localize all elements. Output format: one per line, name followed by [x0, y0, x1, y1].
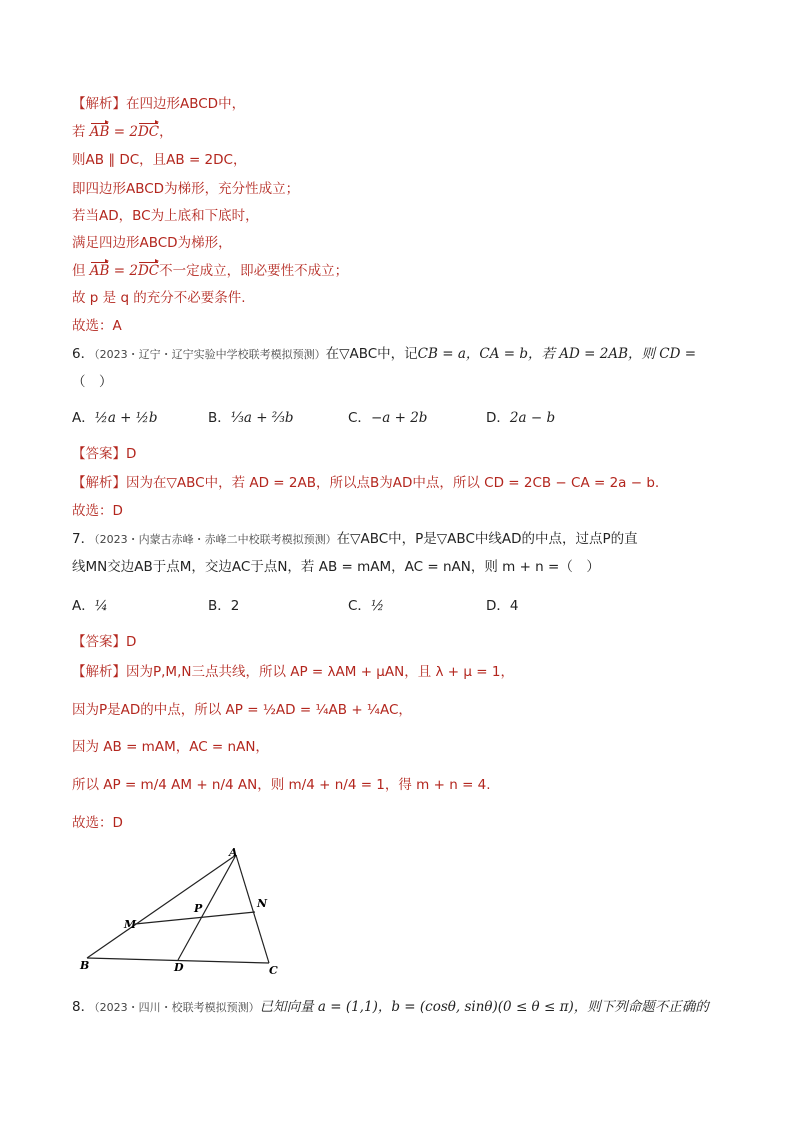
label-d: D — [174, 961, 184, 974]
q7-stem-line2: 线MN交边AB于点M，交边AC于点N，若 AB = mAM，AC = nAN，则 m + n =（ ） — [72, 559, 600, 575]
q6-choose: 故选：D — [72, 503, 123, 519]
q7-solution-line2: 因为P是AD的中点，所以 AP = ½AD = ¼AB + ¼AC， — [72, 702, 412, 718]
label-c: C — [269, 964, 278, 977]
q6-option-a: A．½a + ½b — [72, 410, 158, 426]
sol5-line2: 若 AB = 2DC， — [72, 124, 173, 140]
sol5-line8: 故 p 是 q 的充分不必要条件. — [72, 290, 246, 306]
sol5-line7: 但 AB = 2DC不一定成立，即必要性不成立； — [72, 263, 349, 279]
q7-choose: 故选：D — [72, 815, 123, 831]
q8-stem: 8．（2023・四川・校联考模拟预测）已知向量 a = (1,1)，b = (cosθ, sinθ)(0 ≤ θ ≤ π)，则下列命题不正确的 — [72, 999, 709, 1015]
q7-source: （2023・内蒙古赤峰・赤峰二中校联考模拟预测） — [94, 533, 337, 546]
sol5-line4: 即四边形ABCD为梯形，充分性成立； — [72, 181, 300, 197]
q7-option-a: A．¼ — [72, 598, 108, 614]
q6-option-d: D．2a − b — [486, 410, 556, 426]
q6-solution: 【解析】因为在▽ABC中，若 AD = 2AB，所以点B为AD中点，所以 CD = 2CB − CA = 2a − b. — [72, 475, 660, 491]
q6-source: （2023・辽宁・辽宁实验中学校联考模拟预测） — [94, 348, 326, 361]
sol5-line1: 【解析】在四边形ABCD中， — [72, 96, 246, 112]
q7-answer: 【答案】D — [72, 634, 137, 650]
q6-option-c: C．−a + 2b — [348, 410, 428, 426]
q7-option-c: C．½ — [348, 598, 385, 614]
label-b: B — [80, 959, 90, 972]
label-a: A — [229, 846, 238, 859]
q6-answer: 【答案】D — [72, 446, 137, 462]
label-p: P — [194, 902, 203, 915]
q6-paren: （ ） — [72, 374, 113, 390]
sol5-line5: 若当AD，BC为上底和下底时， — [72, 208, 259, 224]
q6-option-b: B．⅓a + ⅔b — [208, 410, 294, 426]
q7-option-b: B．2 — [208, 598, 240, 614]
sol5-line3: 则AB ∥ DC，且AB = 2DC， — [72, 152, 247, 168]
sol5-line6: 满足四边形ABCD为梯形， — [72, 235, 232, 251]
label-n: N — [257, 897, 268, 910]
q7-solution-line1: 【解析】因为P,M,N三点共线，所以 AP = λAM + μAN，且 λ + μ = 1， — [72, 664, 514, 680]
q7-option-d: D．4 — [486, 598, 519, 614]
q7-stem-line1: 7．（2023・内蒙古赤峰・赤峰二中校联考模拟预测）在▽ABC中，P是▽ABC中线AD的中点，过点P的直 — [72, 531, 638, 547]
solution-tag: 【解析】 — [72, 96, 126, 112]
q7-solution-line3: 因为 AB = mAM，AC = nAN， — [72, 739, 269, 755]
q8-source: （2023・四川・校联考模拟预测） — [94, 1001, 260, 1014]
q7-solution-line4: 所以 AP = m/4 AM + n/4 AN，则 m/4 + n/4 = 1，得 m + n = 4. — [72, 777, 491, 793]
segment-ab — [87, 855, 236, 958]
median-ad — [178, 855, 236, 960]
q6-stem-line1: 6．（2023・辽宁・辽宁实验中学校联考模拟预测）在▽ABC中，记CB = a，CA = b，若 AD = 2AB，则 CD = — [72, 346, 697, 362]
sol5-choose: 故选：A — [72, 318, 122, 334]
triangle-figure — [72, 845, 292, 980]
label-m: M — [124, 918, 137, 931]
